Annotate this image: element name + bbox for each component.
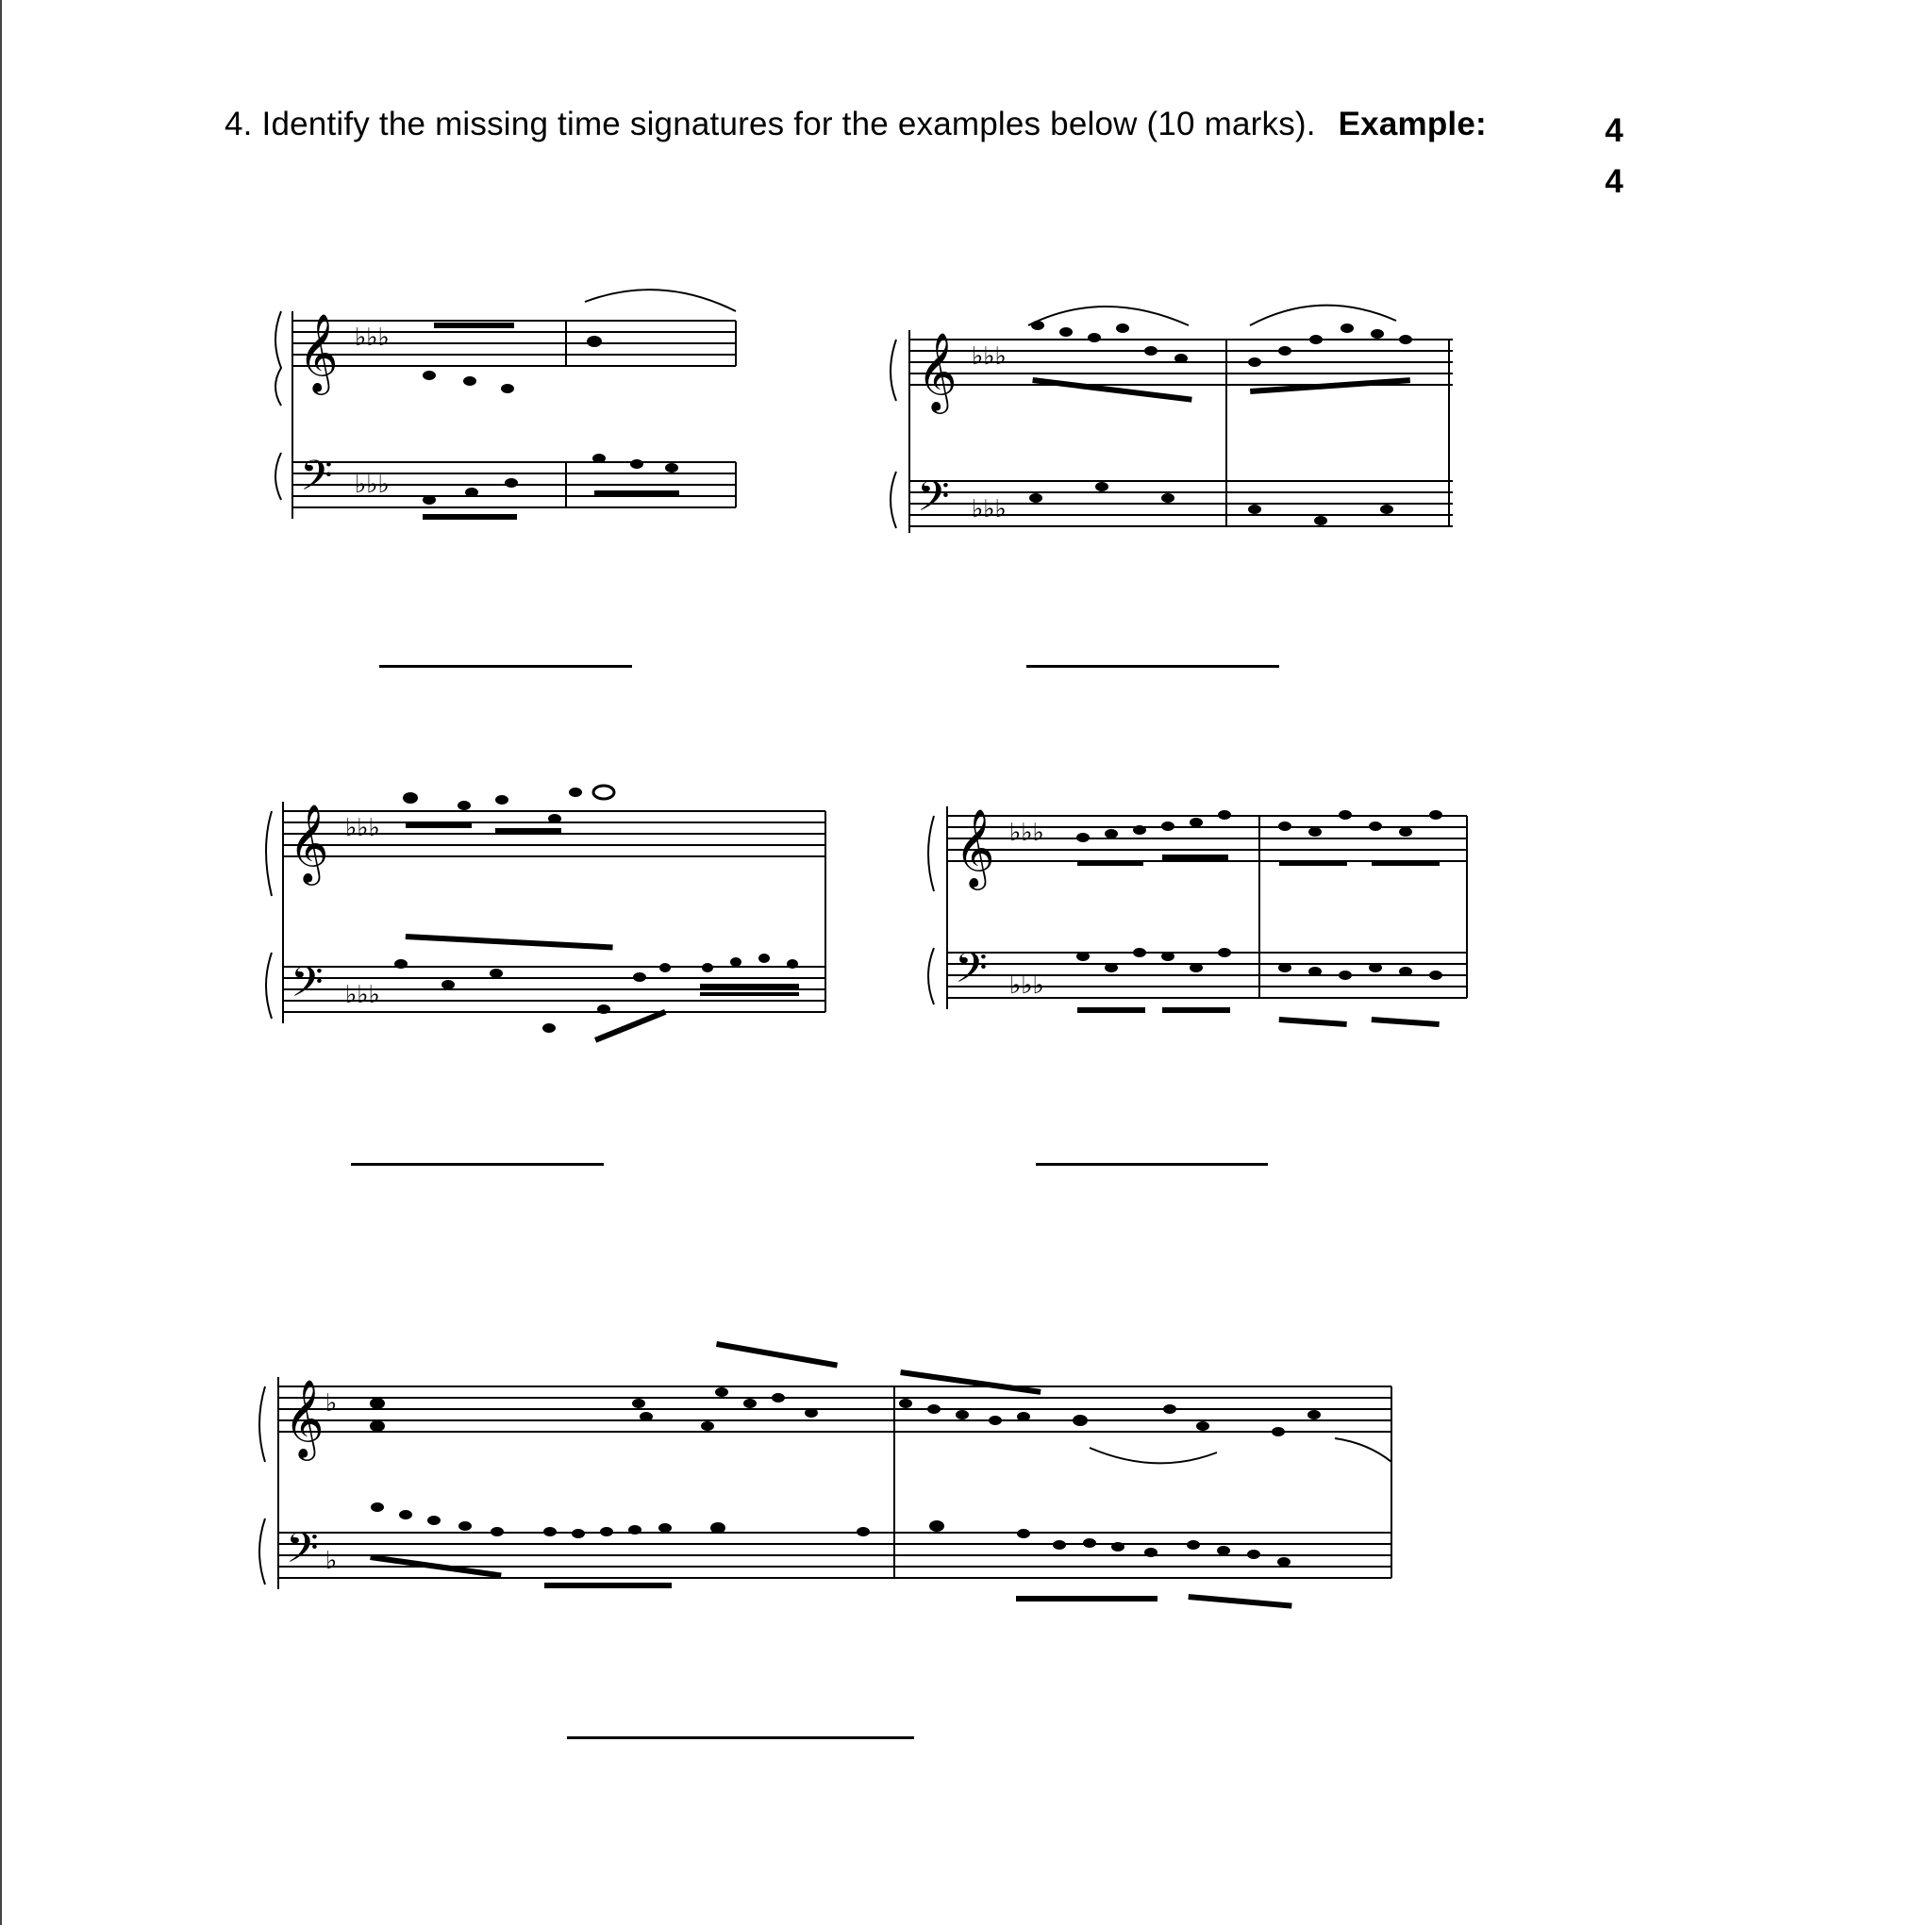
excerpt-2 (877, 283, 1462, 566)
svg-text:𝄞: 𝄞 (289, 803, 329, 882)
answer-line-4[interactable] (1036, 1163, 1268, 1166)
example-time-signature (1600, 106, 1628, 207)
svg-text:♭: ♭ (325, 1389, 338, 1418)
svg-text:𝄢: 𝄢 (291, 957, 324, 1017)
svg-text:♭♭♭: ♭♭♭ (972, 342, 1007, 371)
svg-text:♭♭♭: ♭♭♭ (972, 495, 1007, 523)
svg-text:♭♭♭: ♭♭♭ (345, 981, 380, 1009)
answer-line-5[interactable] (567, 1736, 914, 1739)
svg-text:♭♭♭: ♭♭♭ (1009, 819, 1044, 847)
svg-text:𝄢: 𝄢 (286, 1523, 319, 1583)
excerpt-1 (264, 283, 755, 566)
svg-text:𝄞: 𝄞 (298, 312, 339, 391)
svg-text:♭♭♭: ♭♭♭ (355, 324, 390, 352)
svg-text:𝄞: 𝄞 (284, 1378, 325, 1457)
svg-text:𝄢: 𝄢 (955, 943, 988, 1003)
question-number: 4. (225, 106, 253, 142)
time-signature-bottom: 4 (1605, 163, 1624, 200)
svg-text:𝄢: 𝄢 (300, 451, 333, 510)
example-label: Example: (1338, 106, 1487, 142)
question-line (225, 106, 1487, 143)
svg-text:𝄞: 𝄞 (917, 331, 958, 410)
answer-line-1[interactable] (379, 665, 632, 668)
time-signature-top: 4 (1605, 112, 1624, 149)
answer-line-2[interactable] (1026, 665, 1279, 668)
excerpt-4 (915, 773, 1481, 1056)
svg-text:♭: ♭ (325, 1547, 338, 1575)
svg-text:♭♭♭: ♭♭♭ (355, 471, 390, 499)
excerpt-2-score (877, 283, 1462, 566)
excerpt-3 (255, 755, 840, 1066)
svg-text:♭♭♭: ♭♭♭ (345, 814, 380, 842)
excerpt-1-score (264, 283, 755, 566)
question-text: Identify the missing time signatures for the examples below (10 marks). (261, 106, 1316, 142)
excerpt-4-score (915, 773, 1481, 1056)
excerpt-3-score (255, 755, 840, 1066)
page-border (0, 0, 2, 1925)
svg-text:𝄞: 𝄞 (955, 807, 995, 887)
excerpt-5 (250, 1320, 1410, 1641)
svg-text:𝄢: 𝄢 (917, 472, 950, 531)
svg-text:♭♭♭: ♭♭♭ (1009, 971, 1044, 1000)
answer-line-3[interactable] (351, 1163, 604, 1166)
excerpt-5-score (250, 1320, 1410, 1641)
